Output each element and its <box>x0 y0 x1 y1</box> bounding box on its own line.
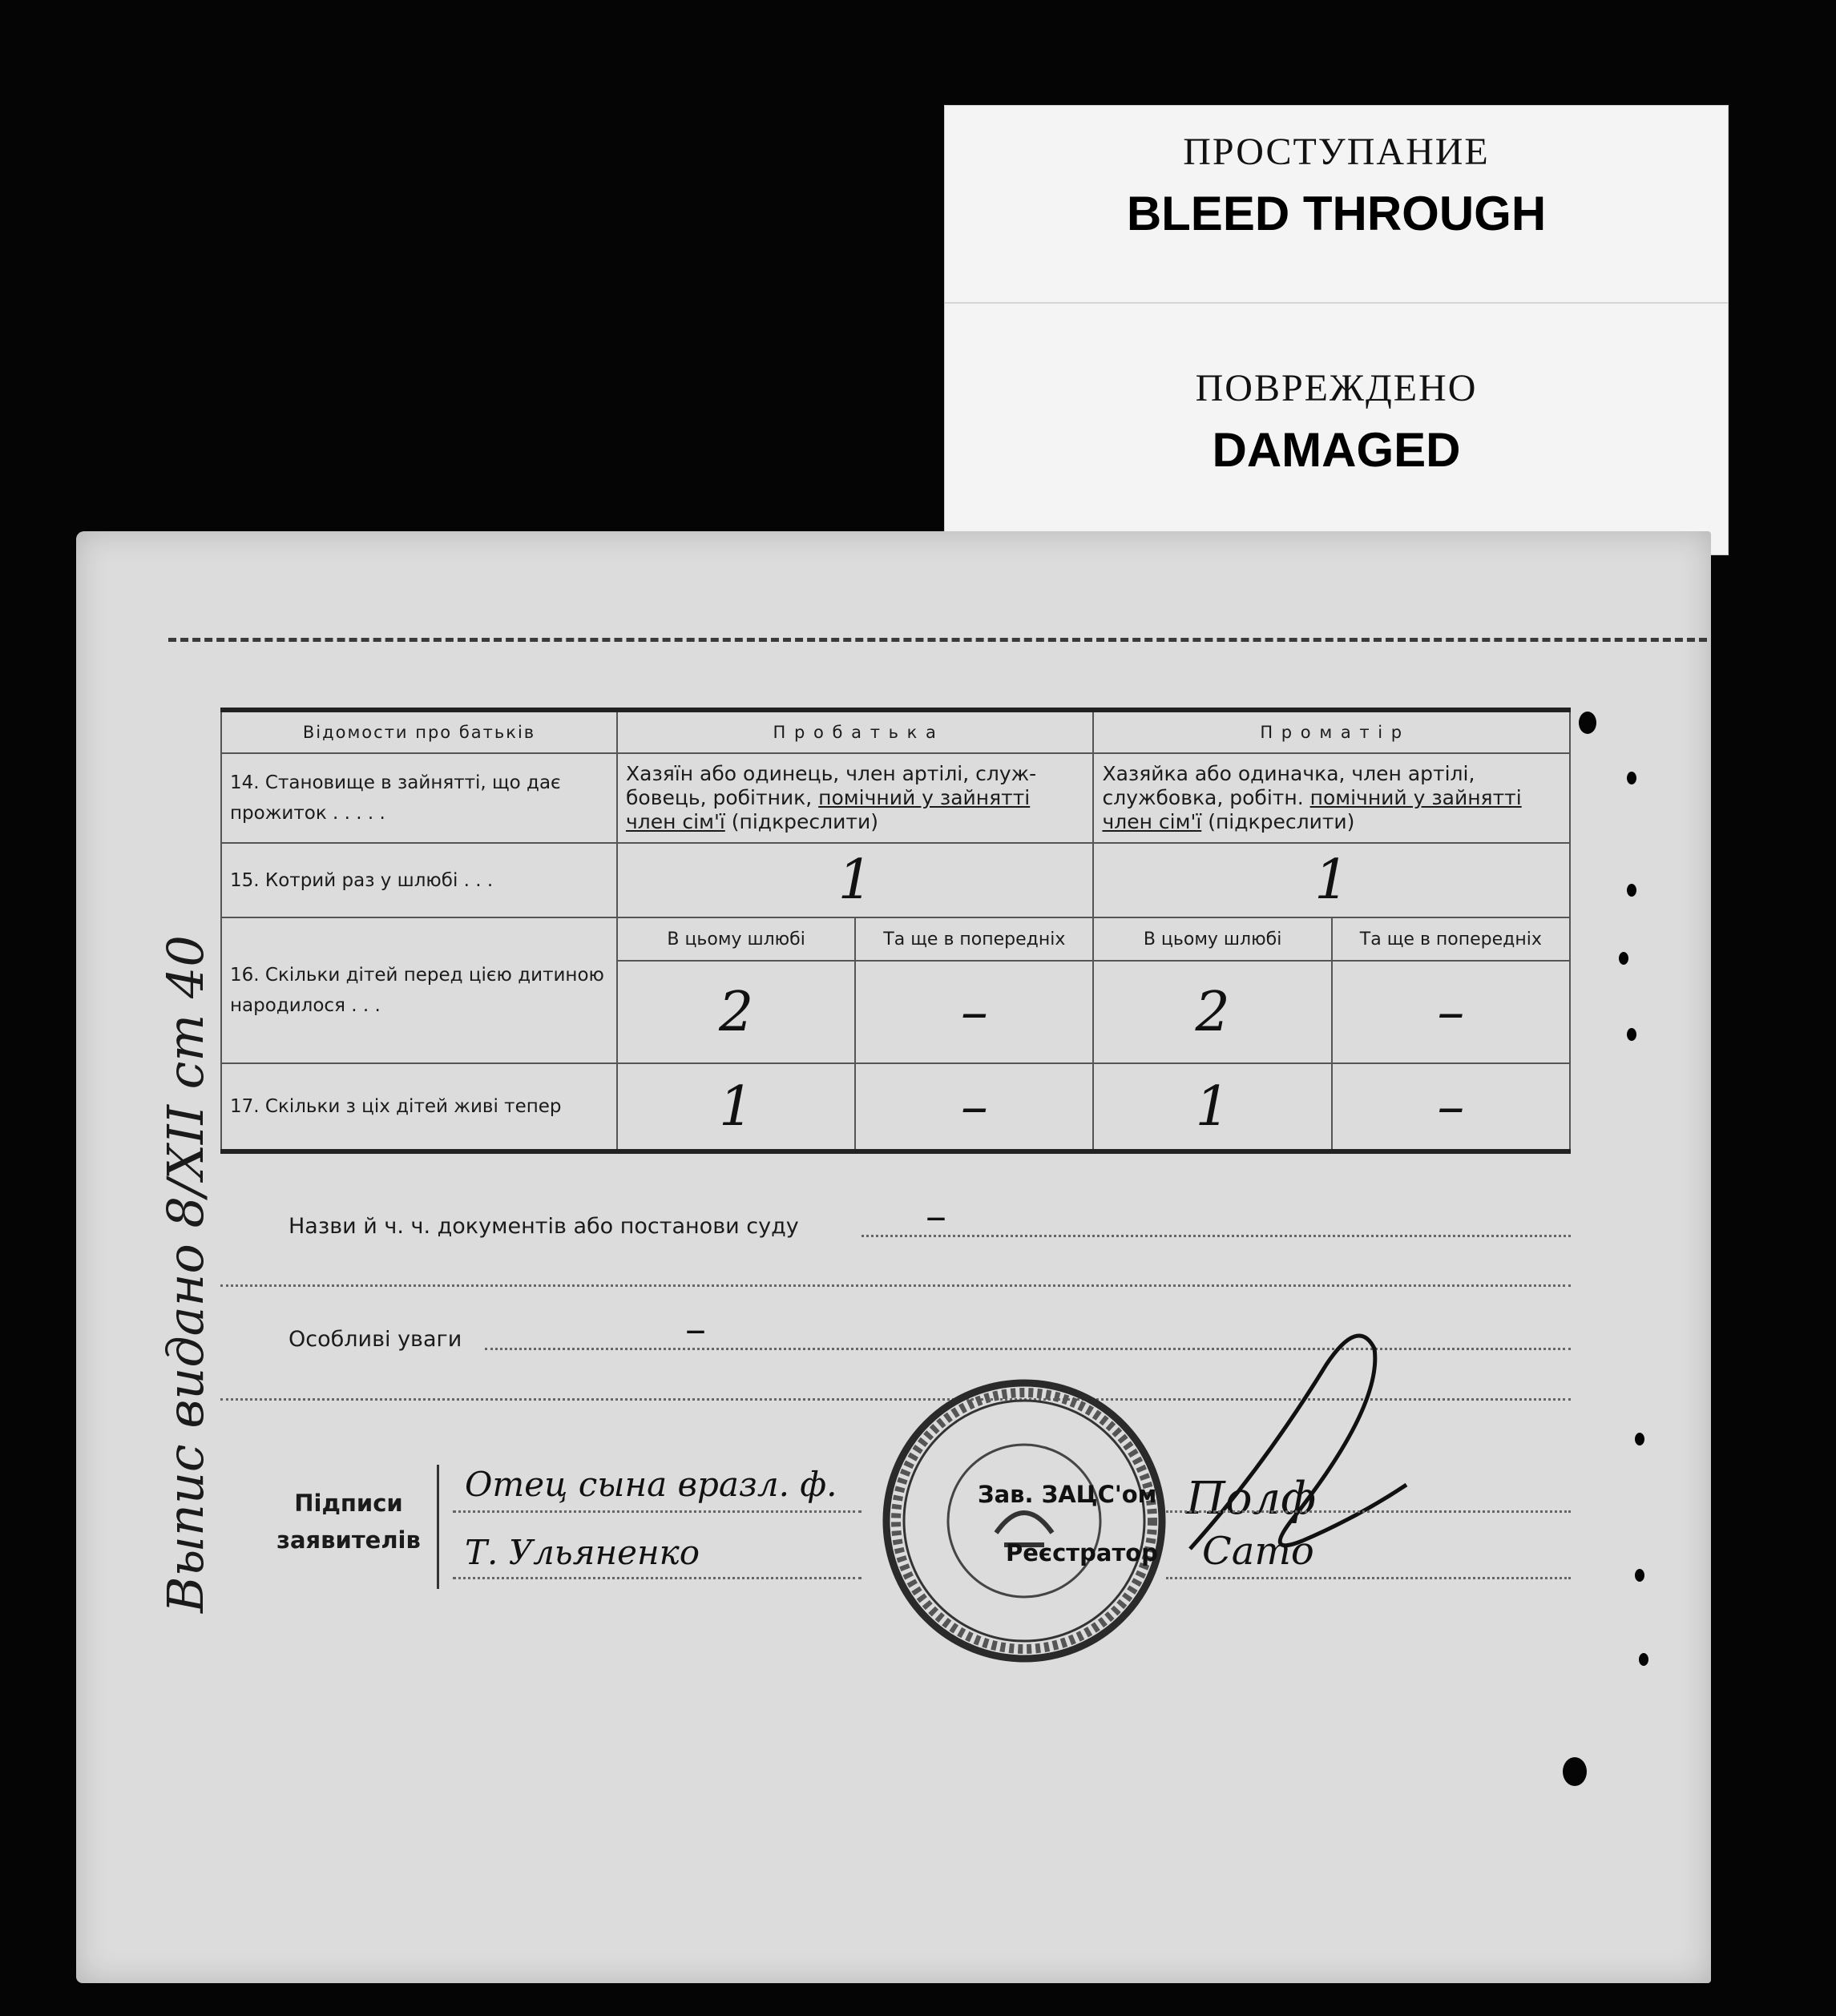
question-15: 15. Котрий раз у шлюбі . . . <box>221 843 617 917</box>
father-children-prev: – <box>855 961 1093 1063</box>
table-subheader-row <box>221 917 1570 961</box>
header-parents-info: Відомости про батьків <box>221 710 617 753</box>
header-about-father: П р о б а т ь к а <box>617 710 1093 753</box>
remarks-label: Особливі уваги <box>289 1327 462 1352</box>
registrar-role-label: Реєстратор <box>1006 1539 1158 1566</box>
binding-hole <box>1627 1028 1636 1041</box>
damage-label-card <box>944 105 1729 555</box>
mother-marriage-count: 1 <box>1093 843 1570 917</box>
father-occupation-underlined: помічний у зайнятті <box>818 786 1031 809</box>
documents-value: – <box>926 1192 946 1240</box>
label-fold-line <box>945 302 1728 304</box>
mother-children-this: 2 <box>1093 961 1331 1063</box>
label-damaged-en: DAMAGED <box>1212 423 1461 477</box>
table-row <box>221 1063 1570 1151</box>
father-previous-header: Та ще в попередніх <box>855 917 1093 961</box>
binding-hole <box>1627 884 1636 897</box>
father-children-this: 2 <box>617 961 855 1063</box>
mother-occupation-line2: службовка, робітн. <box>1102 786 1310 809</box>
question-17: 17. Скільки з ціх дітей живі тепер <box>221 1063 617 1151</box>
binding-hole <box>1639 1653 1648 1666</box>
father-occupation <box>617 753 1093 843</box>
label-bleed-through-en: BLEED THROUGH <box>1126 187 1547 240</box>
father-occupation-line2: бовець, робітник, <box>626 786 819 809</box>
father-occupation-line1: Хазяїн або одинець, член артілі, служ- <box>626 762 1037 785</box>
signature-flourish <box>1166 1316 1430 1581</box>
mother-this-marriage-header: В цьому шлюбі <box>1093 917 1331 961</box>
registrar-signature-1: Полф <box>1186 1473 1317 1525</box>
perforation-line <box>168 638 1707 642</box>
signatures-label: Підписи заявителів <box>276 1490 421 1554</box>
margin-note: Выпис видано 8/XII ст 40 <box>156 935 215 1613</box>
mother-living-this: 1 <box>1093 1063 1331 1151</box>
table-row <box>221 843 1570 917</box>
question-14: 14. Становище в зайнятті, що дає прожиток . . . . . <box>221 753 617 843</box>
mother-occupation <box>1093 753 1570 843</box>
mother-previous-header: Та ще в попередніх <box>1332 917 1570 961</box>
signature-applicant-1: Отец сына вразл. ф. <box>465 1465 837 1504</box>
signature-line-2 <box>453 1577 862 1579</box>
father-living-this: 1 <box>617 1063 855 1151</box>
mother-children-prev: – <box>1332 961 1570 1063</box>
mother-family-member: член сім'ї <box>1102 810 1202 833</box>
remarks-value: – <box>685 1305 706 1353</box>
parents-info-table <box>220 708 1571 1154</box>
mother-living-prev: – <box>1332 1063 1570 1151</box>
question-16: 16. Скільки дітей перед цією дитиною народилося . . . <box>221 917 617 1063</box>
documents-dotline-2 <box>220 1284 1571 1287</box>
table-header-row <box>221 710 1570 753</box>
binding-hole <box>1627 772 1636 784</box>
father-family-member: член сім'ї <box>626 810 725 833</box>
registrar-signature-2: Сато <box>1202 1529 1314 1574</box>
father-this-marriage-header: В цьому шлюбі <box>617 917 855 961</box>
binding-hole <box>1635 1433 1644 1445</box>
official-stamp <box>876 1373 1172 1669</box>
father-marriage-count: 1 <box>617 843 1093 917</box>
mother-occupation-note: (підкреслити) <box>1201 810 1355 833</box>
signature-applicant-2: Т. Ульяненко <box>465 1533 700 1572</box>
header-about-mother: П р о м а т і р <box>1093 710 1570 753</box>
registrar-line-2 <box>1166 1577 1571 1579</box>
signature-line-1 <box>453 1510 862 1513</box>
binding-hole <box>1563 1757 1587 1786</box>
mother-occupation-underlined: помічний у зайнятті <box>1309 786 1522 809</box>
binding-hole <box>1635 1569 1644 1582</box>
binding-hole <box>1579 712 1596 734</box>
mother-occupation-line1: Хазяйка або одиначка, член артілі, <box>1102 762 1475 785</box>
documents-label: Назви й ч. ч. документів або постанови суду <box>289 1214 799 1239</box>
father-living-prev: – <box>855 1063 1093 1151</box>
registrar-line-1 <box>1166 1510 1571 1513</box>
label-bleed-through-ru: ПРОСТУПАНИЕ <box>1183 131 1490 173</box>
record-page <box>76 531 1711 1983</box>
binding-hole <box>1619 952 1628 965</box>
label-damaged-ru: ПОВРЕЖДЕНО <box>1195 367 1478 409</box>
father-occupation-note: (підкреслити) <box>724 810 878 833</box>
documents-dotline <box>862 1235 1571 1237</box>
registrar-head-label: Зав. ЗАЦС'ом <box>978 1481 1157 1508</box>
signatures-brace <box>437 1465 452 1589</box>
table-row <box>221 753 1570 843</box>
